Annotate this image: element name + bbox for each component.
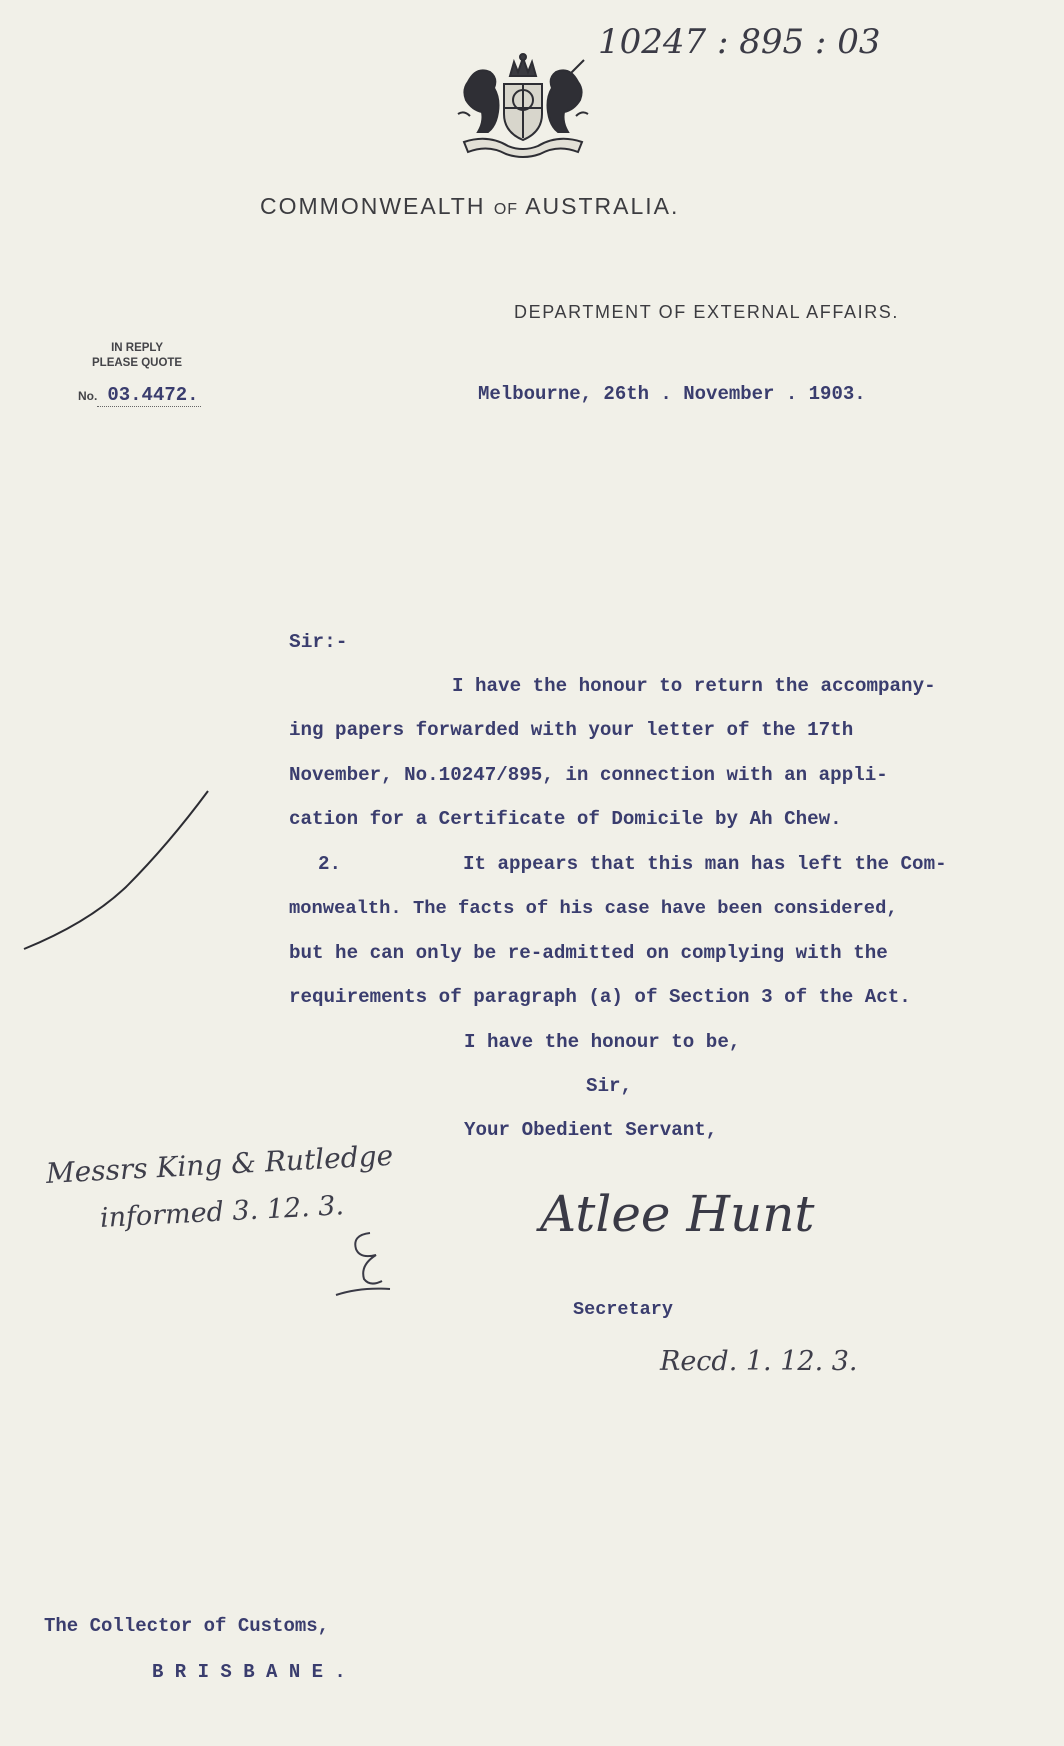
reply-number: [78, 384, 201, 407]
body-line: monwealth. The facts of his case have been considered,: [289, 897, 898, 919]
closing-sir: Sir,: [586, 1075, 633, 1097]
handwritten-initials-mark: [330, 1225, 410, 1305]
body-line: requirements of paragraph (a) of Section 3 of the Act.: [289, 986, 911, 1008]
letterhead-title-of: OF: [493, 201, 519, 218]
addressee-city: B R I S B A N E .: [152, 1661, 346, 1683]
handwritten-note-line2: informed 3. 12. 3.: [99, 1190, 345, 1234]
reply-label: [92, 341, 182, 371]
coat-of-arms-icon: [448, 52, 598, 158]
reply-number-label: No.: [78, 389, 98, 403]
addressee-line1: The Collector of Customs,: [44, 1615, 330, 1637]
closing-servant: Your Obedient Servant,: [464, 1119, 718, 1141]
body-line: It appears that this man has left the Com-: [463, 853, 947, 875]
body-line: I have the honour to return the accompany-: [452, 675, 936, 697]
letterhead-title-right: AUSTRALIA.: [525, 193, 680, 219]
closing-line: I have the honour to be,: [464, 1031, 741, 1053]
letterhead-title-left: COMMONWEALTH: [260, 193, 486, 219]
handwritten-note-line1: Messrs King & Rutledge: [45, 1138, 394, 1190]
body-line: November, No.10247/895, in connection with an appli-: [289, 764, 888, 786]
salutation: Sir:-: [289, 631, 348, 653]
date-line: Melbourne, 26th . November . 1903.: [478, 383, 866, 405]
reply-label-line1: IN REPLY: [111, 342, 164, 354]
signatory-title: Secretary: [573, 1299, 673, 1320]
signature: Atlee Hunt: [540, 1185, 815, 1243]
handwritten-received-note: Recd. 1. 12. 3.: [660, 1346, 858, 1377]
body-line: ing papers forwarded with your letter of the 17th: [289, 719, 854, 741]
letterhead-title: [260, 193, 679, 220]
body-line: but he can only be re-admitted on complying with the: [289, 942, 888, 964]
reply-number-value: 03.4472.: [97, 384, 200, 407]
reply-label-line2: PLEASE QUOTE: [92, 357, 183, 369]
handwritten-file-reference: 10247 : 895 : 03: [598, 22, 881, 62]
department-heading: DEPARTMENT OF EXTERNAL AFFAIRS.: [514, 302, 899, 322]
body-line: cation for a Certificate of Domicile by Ah Chew.: [289, 808, 842, 830]
paragraph-number: 2.: [318, 853, 342, 875]
pen-stroke-mark: [18, 785, 218, 955]
